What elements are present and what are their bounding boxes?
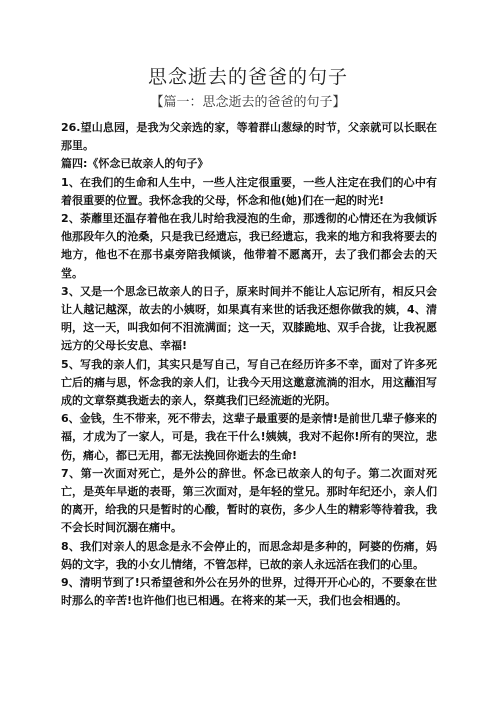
paragraph: 9、清明节到了!只希望爸和外公在另外的世界，过得开开心心的，不要象在世时那么的辛苦!也许他们也已相遇。在将来的某一天，我们也会相遇的。: [61, 576, 437, 608]
paragraph: 8、我们对亲人的思念是永不会停止的，而思念却是多种的，阿婆的伤痛，妈妈的文字，我的小女儿情绪，不管怎样，已故的亲人永远活在我们的心里。: [61, 539, 437, 571]
paragraph: 7、第一次面对死亡，是外公的辞世。怀念已故亲人的句子。第二次面对死亡，是英年早逝的表哥，第三次面对，是年轻的堂兄。那时年纪还小，亲人们的离开，给我的只是暂时的心酸，暂时的哀伤，多少人生的精彩等待着我，我不会长时间沉溺在痛中。: [61, 466, 437, 535]
paragraph: 篇四:《怀念已故亲人的句子》: [61, 157, 209, 171]
document-title: 思念逝去的爸爸的句子: [147, 66, 348, 88]
document-subtitle: 【篇一：思念逝去的爸爸的句子】: [150, 95, 346, 110]
paragraph: 6、金钱，生不带来，死不带去，这辈子最重要的是亲情!是前世几辈子修来的福，才成为了一家人，可是，我在干什么!姨姨，我对不起你!所有的哭泣，悲伤，痛心，都已无用，都无法挽回你逝去的生命!: [61, 412, 437, 462]
paragraph: 26.望山息园，是我为父亲选的家，等着群山葱绿的时节，父亲就可以长眠在那里。: [61, 121, 437, 153]
paragraph: 1、在我们的生命和人生中，一些人注定很重要，一些人注定在我们的心中有着很重要的位置。我怀念我的父母，怀念和他(她)们在一起的时光!: [61, 175, 437, 207]
paragraph: 2、荼蘼里还温存着他在我儿时给我浸泡的生命，那透彻的心情还在为我倾诉他那段年久的沧桑，只是我已经遗忘，我已经遗忘，我来的地方和我将要去的地方，他也不在那书桌旁陪我倾谈，他带着不愿离开，去了我们都会去的天堂。: [61, 212, 437, 280]
paragraph: 5、写我的亲人们，其实只是写自己，写自己在经历许多不幸，面对了许多死亡后的痛与思，怀念我的亲人们，让我今天用这邀意流淌的泪水，用这蘸泪写成的文章祭奠我逝去的亲人，祭奠我们已经流逝的光阴。: [61, 357, 437, 408]
paragraph: 3、又是一个思念已故亲人的日子，原来时间并不能让人忘记所有，相反只会让人越记越深，故去的小姨呀，如果真有来世的话我还想你做我的姨，4、清明，这一天，叫我如何不泪流满面；这一天，双膝跪地、双手合拢，让我祝愿远方的父母长安息、幸福!: [61, 284, 437, 353]
document-body: [61, 119, 437, 610]
